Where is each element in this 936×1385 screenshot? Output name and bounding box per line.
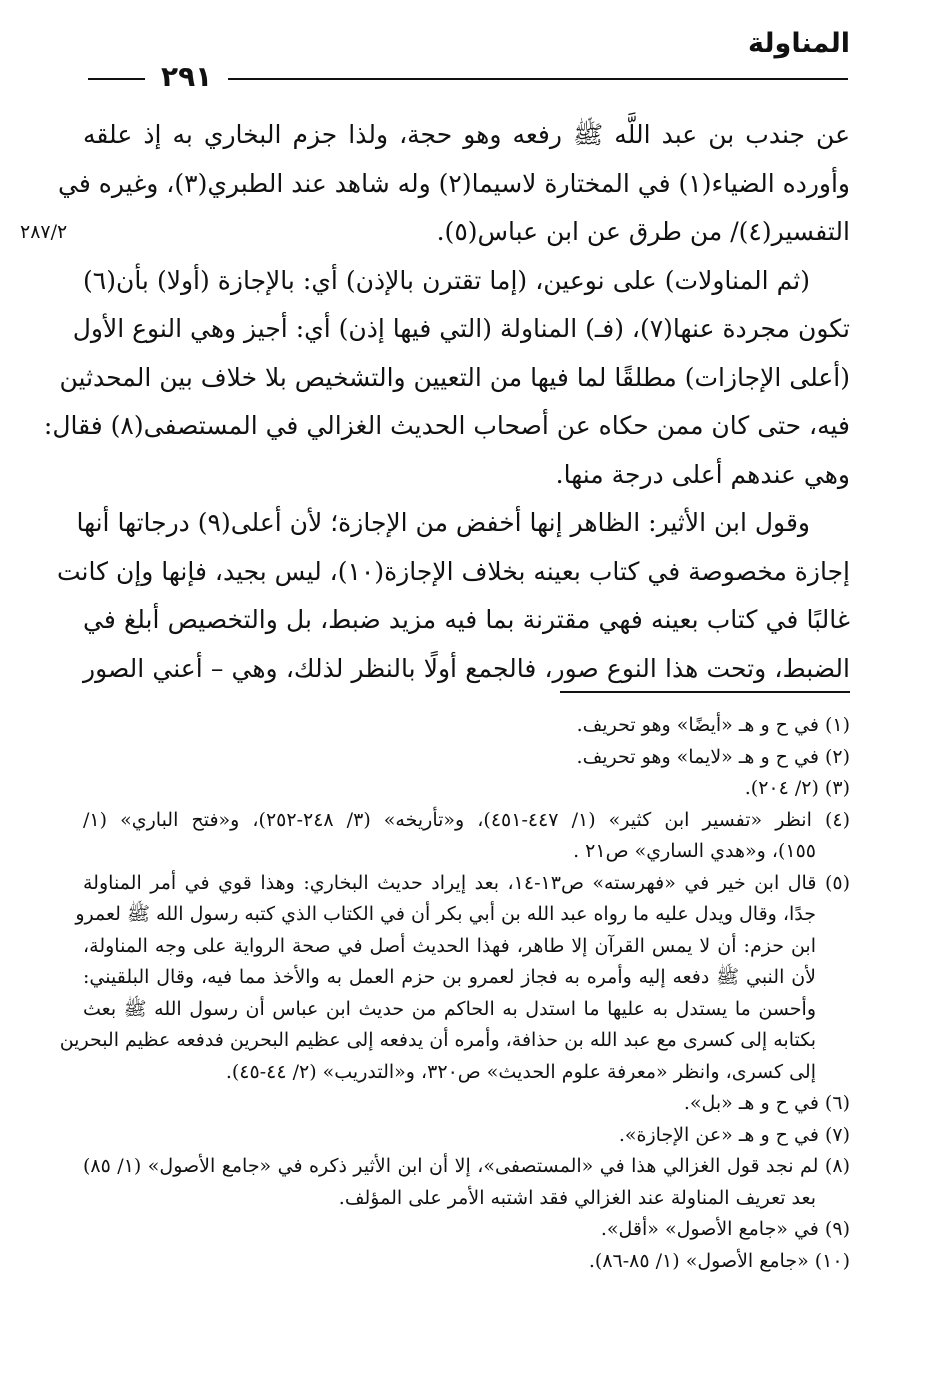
body-line: (أعلى الإجازات) مطلقًا لما فيها من التعيين والتشخيص بلا خلاف بين المحدثين [59,362,850,392]
footnote-line: (١) في ح و هـ «أيضًا» وهو تحريف. [576,714,850,736]
body-line: عن جندب بن عبد اللَّه ﷺ رفعه وهو حجة، ولذا جزم البخاري به إذ علقه [83,120,850,149]
footnote-line: لأن النبي ﷺ دفعه إليه وأمره به فجاز لعمرو بن حزم العمل به والأخذ مما فيه، وقال البلقيني: [83,966,816,988]
body-line: (ثم المناولات) على نوعين، (إما تقترن بالإذن) أي: بالإجازة (أولا) بأن(٦) [83,265,810,295]
body-line: غالبًا في كتاب بعينه فهي مقترنة بما فيه مزيد ضبط، بل والتخصيص أبلغ في [83,605,850,634]
footnote-line: (٩) في «جامع الأصول» «أقل». [600,1218,850,1240]
footnote-line: (٨) لم نجد قول الغزالي هذا في «المستصفى»، إلا أن ابن الأثير ذكره في «جامع الأصول» (١/ ٨٥) [83,1155,850,1177]
footnote-line: وأحسن ما يستدل به عليها ما استدل به الحاكم من حديث ابن عباس أن رسول الله ﷺ بعث [83,997,816,1020]
footnotes [59,710,850,1277]
body-line: وهي عندهم أعلى درجة منها. [555,459,850,489]
body-line: إجازة مخصوصة في كتاب بعينه بخلاف الإجازة(١٠)، ليس بجيد، فإنها وإن كانت [56,556,850,586]
footnote-line: إلى كسرى، وانظر «معرفة علوم الحديث» ص٣٢٠، و«التدريب» (٢/ ٤٤-٤٥). [225,1060,816,1083]
footnote-line: (٢) في ح و هـ «لايما» وهو تحريف. [576,745,850,768]
footnote-line: (٣) (٢/ ٢٠٤). [744,777,850,799]
footnote-line: (٦) في ح و هـ «بل». [683,1092,850,1114]
footnote-9 [83,1214,850,1246]
footnote-6 [83,1088,850,1120]
footnote-line: بعد تعريف المناولة عند الغزالي فقد اشتبه الأمر على المؤلف. [338,1186,816,1209]
footnote-line: بكتابه إلى كسرى مع عبد الله بن حذافة، وأمره أن يدفعه إلى عظيم البحرين فدفعه عظيم البحرين [59,1029,816,1051]
footnote-4 [83,805,850,868]
footnote-1 [83,710,850,742]
running-title: المناولة [748,28,850,59]
footnote-line: (٥) قال ابن خير في «فهرسته» ص١٣-١٤، بعد إيراد حديث البخاري: وهذا قوي في أمر المناولة [83,871,850,894]
footnote-line: جدًا، وقال ويدل عليه ما رواه عبد الله بن أبي بكر أن في الكتاب الذي كتبه رسول الله ﷺ لعمرو [75,903,816,925]
body-line: وأورده الضياء(١) في المختارة لاسيما(٢) وله شاهد عند الطبري(٣)، وغيره في [58,168,850,198]
footnote-5 [59,868,850,1089]
footnote-7 [83,1120,850,1152]
footnote-3 [83,773,850,805]
footnote-10 [83,1246,850,1278]
body-line: فيه، حتى كان ممن حكاه عن أصحاب الحديث الغزالي في المستصفى(٨) فقال: [43,411,850,440]
footnote-line: ابن حزم: أن لا يمس القرآن إلا طاهر، فهذا الحديث أصل في صحة الرواية على وجه المناولة، [83,934,816,957]
footnote-line: (٤) انظر «تفسير ابن كثير» (١/ ٤٤٧-٤٥١)، و«تأريخه» (٣/ ٢٤٨-٢٥٢)، و«فتح الباري» (١/ [83,808,850,831]
footnote-separator [560,691,850,693]
page-number: ٢٩١ [145,60,228,93]
footnote-line: (١٠) «جامع الأصول» (١/ ٨٥-٨٦). [588,1249,850,1272]
footnote-line: ١٥٥)، و«هدي الساري» ص٢١ . [573,840,816,862]
body-line: التفسير(٤)/ من طرق عن ابن عباس(٥). [436,217,850,246]
body-line: تكون مجردة عنها(٧)، (فـ) المناولة (التي فيها إذن) أي: أجيز وهي النوع الأول [72,314,850,343]
footnote-line: (٧) في ح و هـ «عن الإجازة». [618,1123,850,1146]
footnote-8 [83,1151,850,1214]
margin-reference: ٢٨٧/٢ [20,221,68,243]
body-line: الضبط، وتحت هذا النوع صور، فالجمع أولًا بالنظر لذلك، وهي – أعني الصور [83,653,850,683]
footnote-2 [83,742,850,774]
body-line: وقول ابن الأثير: الظاهر إنها أخفض من الإجازة؛ لأن أعلى(٩) درجاتها أنها [76,508,810,537]
